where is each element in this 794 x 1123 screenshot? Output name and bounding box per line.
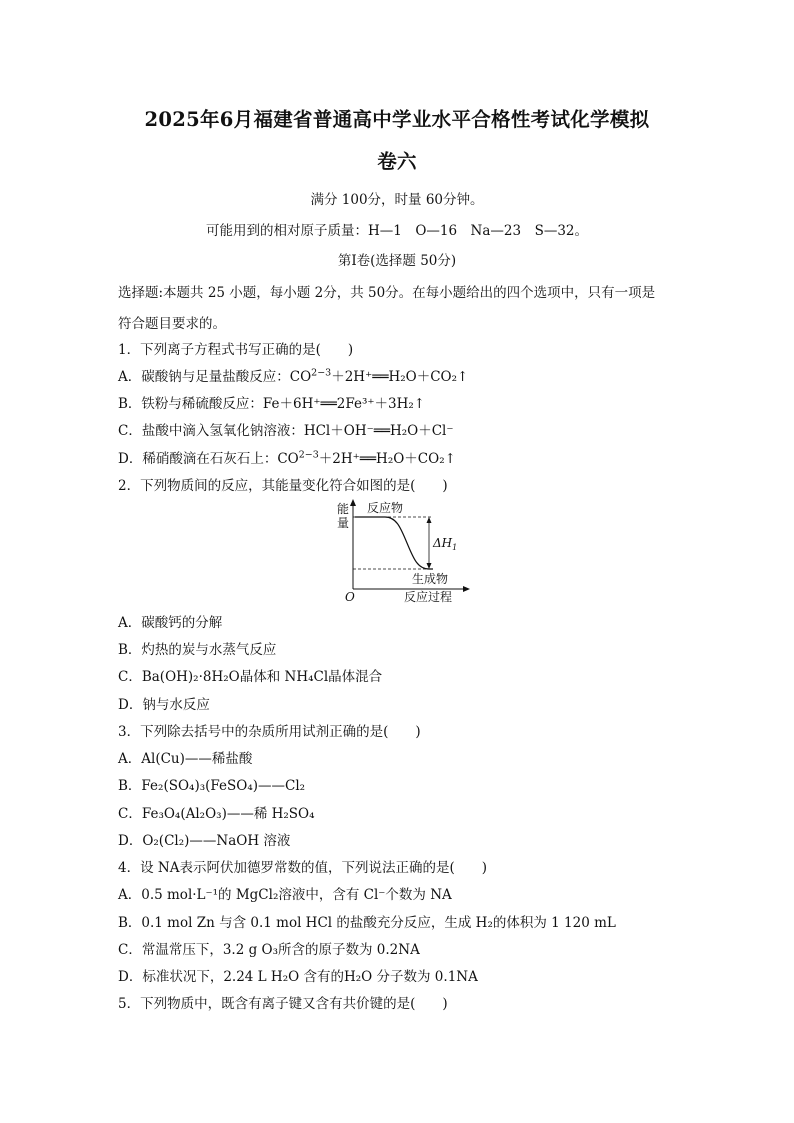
q3-option-a: A．Al(Cu)——稀盐酸 <box>118 751 253 767</box>
y-axis-arrow-icon <box>350 499 356 506</box>
y-label-2: 量 <box>337 516 350 530</box>
energy-diagram <box>333 497 473 605</box>
q1-option-c: C．盐酸中滴入氢氧化钠溶液：HCl＋OH⁻══H₂O＋Cl⁻ <box>118 423 454 439</box>
q1-a-text: A．碳酸钠与足量盐酸反应：CO <box>118 369 312 385</box>
q1-a-text-end: ＋2H⁺══H₂O＋CO₂↑ <box>331 369 469 385</box>
q2-stem: 2．下列物质间的反应，其能量变化符合如图的是( ) <box>118 478 448 494</box>
q1-d-text-end: ＋2H⁺══H₂O＋CO₂↑ <box>318 451 456 467</box>
q4-option-a: A．0.5 mol·L⁻¹的 MgCl₂溶液中，含有 Cl⁻个数为 NA <box>118 887 452 903</box>
delta-h-subscript: 1 <box>452 543 458 552</box>
reaction-curve <box>355 517 433 569</box>
q4-stem: 4．设 NA表示阿伏加德罗常数的值，下列说法正确的是( ) <box>118 860 487 876</box>
q2-option-b: B．灼热的炭与水蒸气反应 <box>118 642 277 658</box>
q3-option-c: C．Fe₃O₄(Al₂O₃)——稀 H₂SO₄ <box>118 806 315 822</box>
q1-a-charge: 2−3 <box>311 367 332 379</box>
q4-option-d: D．标准状况下，2.24 L H₂O 含有的H₂O 分子数为 0.1NA <box>118 969 478 985</box>
q1-stem: 1．下列离子方程式书写正确的是( ) <box>118 342 354 358</box>
q2-option-d: D．钠与水反应 <box>118 697 210 713</box>
delta-h-symbol: ΔH <box>433 536 453 550</box>
x-axis-label: 反应过程 <box>404 590 453 604</box>
exam-meta-atomic-mass: 可能用到的相对原子质量：H—1 O—16 Na—23 S—32。 <box>205 223 589 239</box>
product-label: 生成物 <box>412 572 449 586</box>
delta-h-label <box>432 536 457 552</box>
origin-label: O <box>345 590 355 604</box>
q1-option-d <box>118 447 456 467</box>
q2-option-a: A．碳酸钙的分解 <box>118 615 223 631</box>
x-axis-arrow-icon <box>463 586 470 592</box>
q5-stem: 5．下列物质中，既含有离子键又含有共价键的是( ) <box>118 996 448 1012</box>
exam-title-line2: 卷六 <box>377 150 417 173</box>
q1-option-a <box>118 365 468 385</box>
q4-option-b: B．0.1 mol Zn 与含 0.1 mol HCl 的盐酸充分反应，生成 H₂的体积为 1 120 mL <box>118 915 616 931</box>
instructions-line1: 选择题:本题共 25 小题，每小题 2分，共 50分。在每小题给出的四个选项中，只有一项是 <box>118 285 656 301</box>
q4-option-c: C．常温常压下，3.2 g O₃所含的原子数为 0.2NA <box>118 942 420 958</box>
y-label-1: 能 <box>337 502 350 516</box>
exam-meta-score: 满分 100分，时量 60分钟。 <box>310 192 484 208</box>
instructions-line2: 符合题目要求的。 <box>118 316 226 332</box>
exam-title-line1: 2025年6月福建省普通高中学业水平合格性考试化学模拟 <box>144 108 650 131</box>
reactant-label: 反应物 <box>367 501 404 515</box>
q1-option-b: B．铁粉与稀硫酸反应：Fe＋6H⁺══2Fe³⁺＋3H₂↑ <box>118 396 426 412</box>
q3-option-b: B．Fe₂(SO₄)₃(FeSO₄)——Cl₂ <box>118 778 306 794</box>
delta-h-up-arrow-icon <box>427 517 432 523</box>
q1-d-charge: 2−3 <box>298 449 319 461</box>
delta-h-down-arrow-icon <box>427 563 432 569</box>
q3-option-d: D．O₂(Cl₂)——NaOH 溶液 <box>118 833 291 849</box>
q2-option-c: C．Ba(OH)₂·8H₂O晶体和 NH₄Cl晶体混合 <box>118 669 383 685</box>
q3-stem: 3．下列除去括号中的杂质所用试剂正确的是( ) <box>118 724 421 740</box>
section-heading: 第Ⅰ卷(选择题 50分) <box>337 253 457 269</box>
q1-d-text: D．稀硝酸滴在石灰石上：CO <box>118 451 299 467</box>
